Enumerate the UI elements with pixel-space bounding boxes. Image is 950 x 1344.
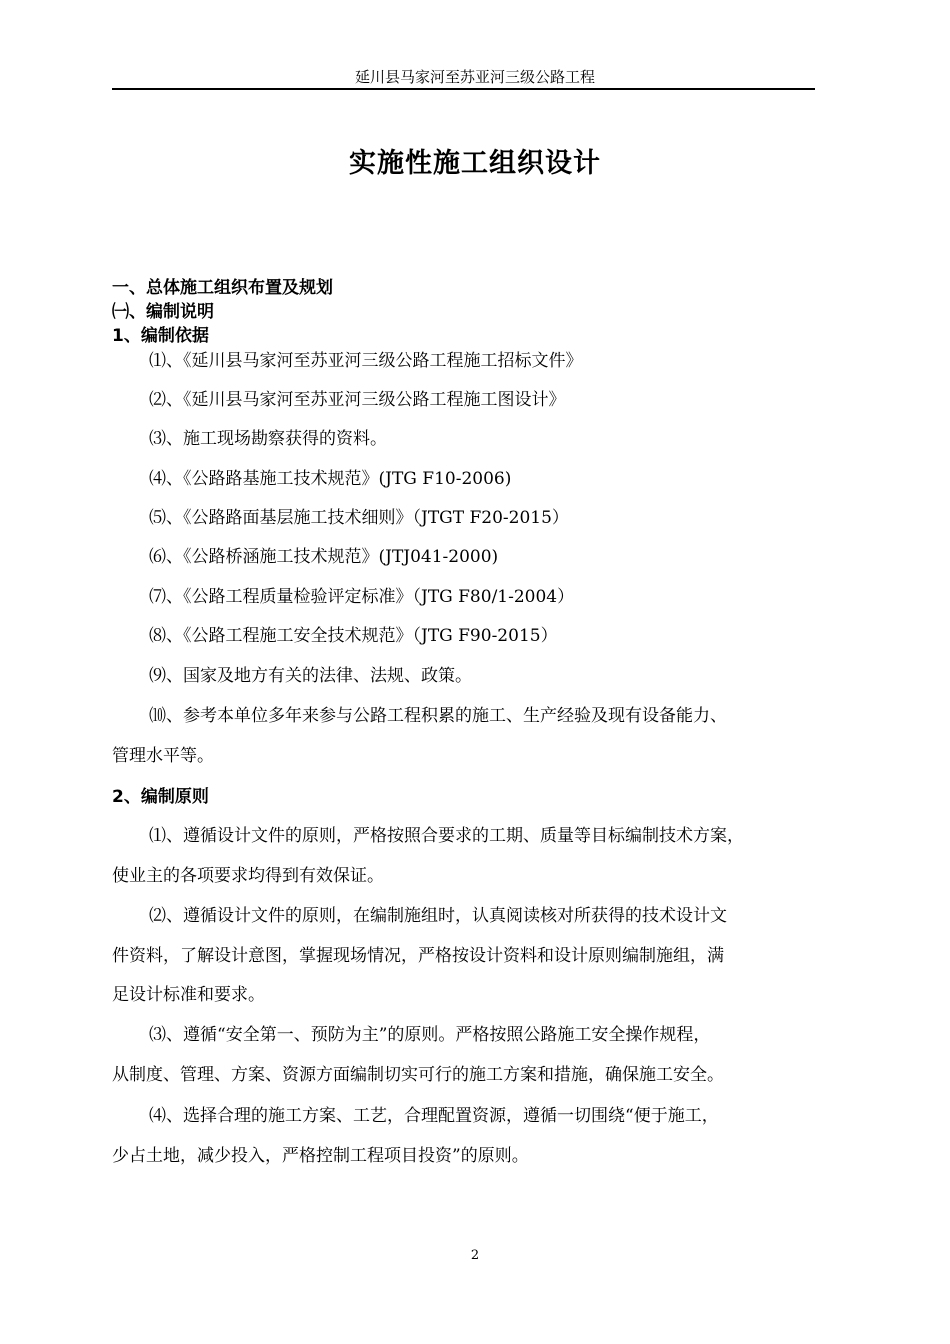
document-title: 实施性施工组织设计 <box>349 148 601 179</box>
principle-2-line-2: 件资料，了解设计意图，掌握现场情况，严格按设计资料和设计原则编制施组，满 <box>112 946 724 966</box>
basis-item-2: ⑵、《延川县马家河至苏亚河三级公路工程施工图设计》 <box>149 390 566 410</box>
basis-item-4: ⑷、《公路路基施工技术规范》(JTG F10-2006) <box>149 469 512 489</box>
basis-item-8: ⑻、《公路工程施工安全技术规范》（JTG F90-2015） <box>149 626 558 646</box>
basis-item-6: ⑹、《公路桥涵施工技术规范》(JTJ041-2000) <box>149 547 499 567</box>
running-header: 延川县马家河至苏亚河三级公路工程 <box>354 68 595 86</box>
subsection-heading: ㈠、编制说明 <box>112 302 214 322</box>
section-heading: 一、总体施工组织布置及规划 <box>112 278 333 298</box>
principle-3-line-1: ⑶、遵循“安全第一、预防为主”的原则。严格按照公路施工安全操作规程， <box>149 1025 711 1045</box>
principles-heading: 2、编制原则 <box>112 787 209 807</box>
basis-item-9: ⑼、国家及地方有关的法律、法规、政策。 <box>149 666 472 686</box>
principle-1-line-1: ⑴、遵循设计文件的原则，严格按照合要求的工期、质量等目标编制技术方案， <box>149 826 744 846</box>
principle-3-line-2: 从制度、管理、方案、资源方面编制切实可行的施工方案和措施，确保施工安全。 <box>112 1065 724 1085</box>
principle-4-line-2: 少占土地，减少投入，严格控制工程项目投资”的原则。 <box>112 1146 529 1166</box>
principle-4-line-1: ⑷、选择合理的施工方案、工艺，合理配置资源，遵循一切围绕“便于施工， <box>149 1106 719 1126</box>
page-number: 2 <box>470 1248 480 1263</box>
basis-item-7: ⑺、《公路工程质量检验评定标准》（JTG F80/1-2004） <box>149 587 575 607</box>
principle-2-line-3: 足设计标准和要求。 <box>112 985 265 1005</box>
basis-item-10-line-2: 管理水平等。 <box>112 746 214 766</box>
basis-item-1: ⑴、《延川县马家河至苏亚河三级公路工程施工招标文件》 <box>149 351 583 371</box>
principle-1-line-2: 使业主的各项要求均得到有效保证。 <box>112 866 384 886</box>
basis-item-3: ⑶、施工现场勘察获得的资料。 <box>149 429 387 449</box>
header-divider <box>112 88 815 90</box>
principle-2-line-1: ⑵、遵循设计文件的原则，在编制施组时，认真阅读核对所获得的技术设计文 <box>149 906 727 926</box>
basis-heading: 1、编制依据 <box>112 326 209 346</box>
basis-item-5: ⑸、《公路路面基层施工技术细则》（JTGT F20-2015） <box>149 508 569 528</box>
basis-item-10-line-1: ⑽、参考本单位多年来参与公路工程积累的施工、生产经验及现有设备能力、 <box>149 706 727 726</box>
